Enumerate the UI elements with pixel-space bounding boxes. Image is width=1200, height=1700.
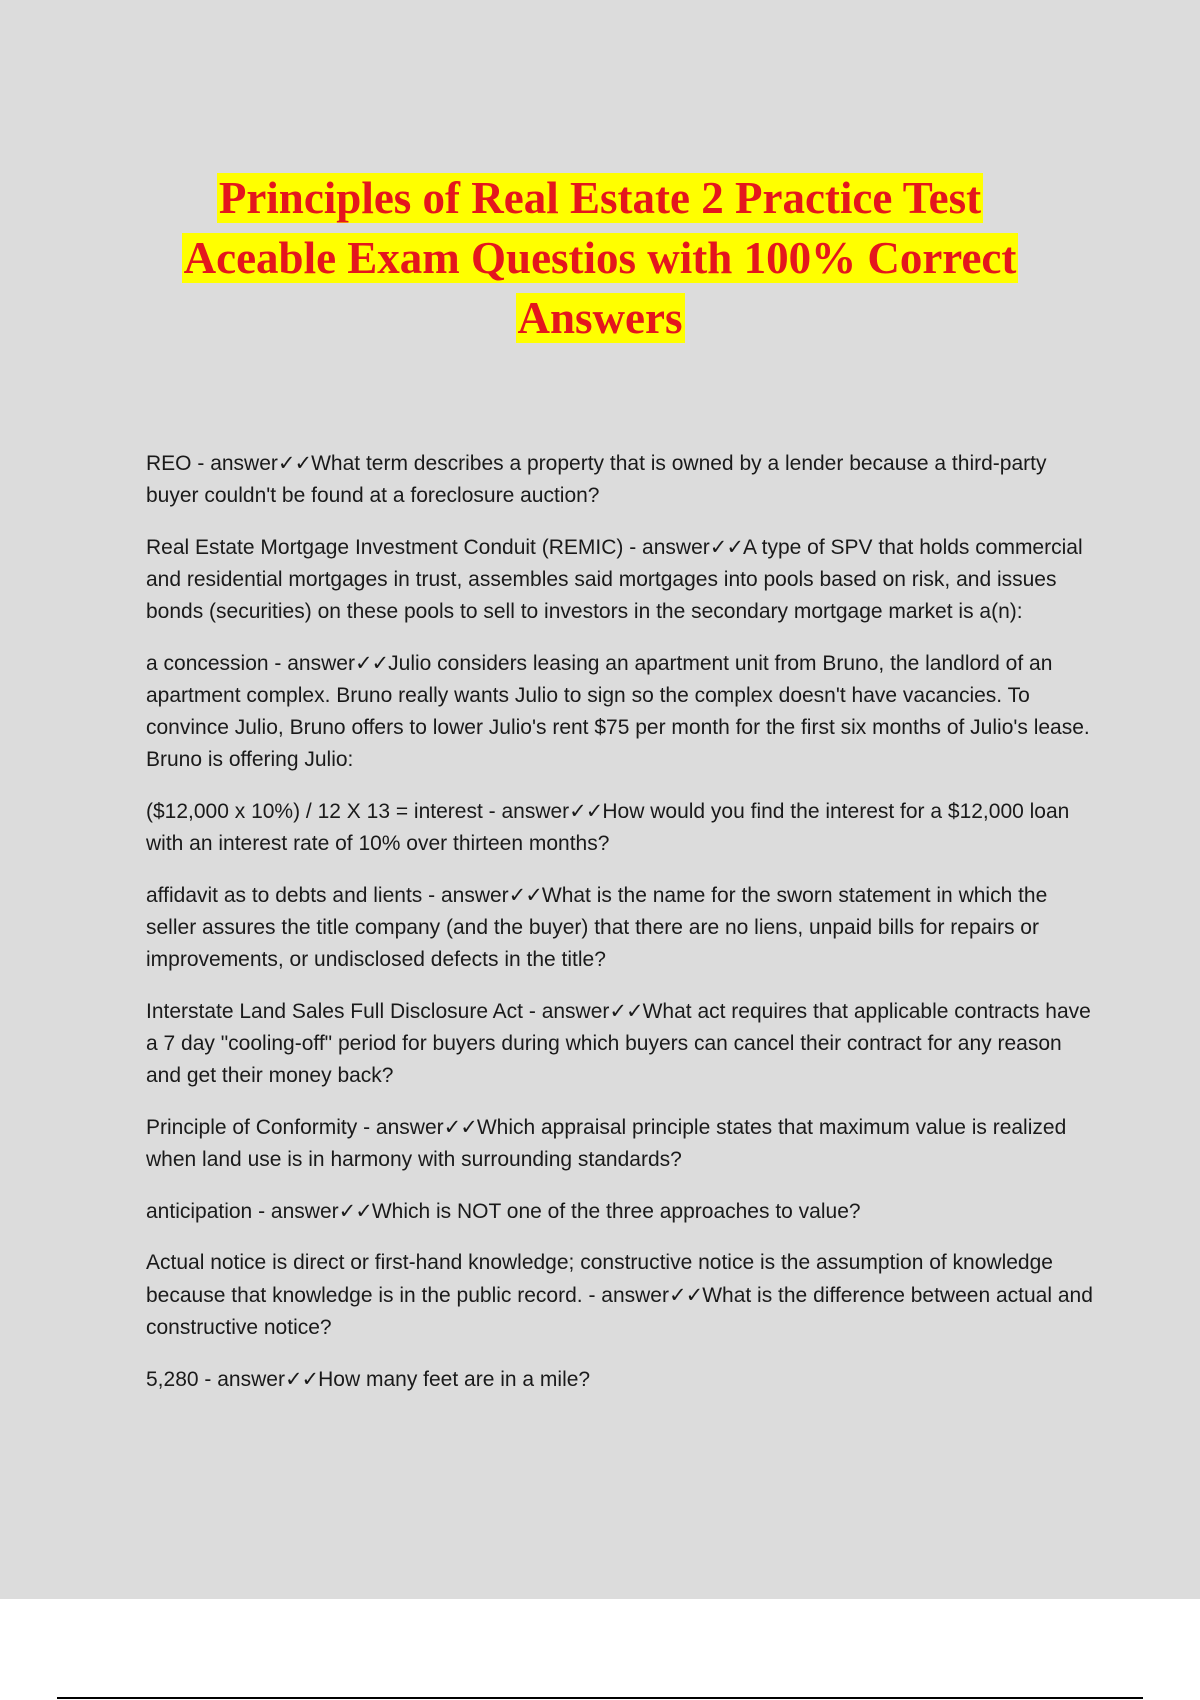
title-line: Aceable Exam Questios with 100% Correct	[183, 233, 1017, 283]
question-text: A type of SPV that holds commercial and residential mortgages in trust, assembles said mortgages into pools based on risk, and issues bonds (securities) on these pools to sell to investors in the secondary mortgage market is a(n):	[146, 536, 1083, 623]
separator: -	[191, 452, 211, 475]
answer-marker: answer	[375, 1116, 444, 1139]
answer-text: Real Estate Mortgage Investment Conduit (REMIC)	[146, 536, 624, 559]
title-line: Answers	[517, 293, 683, 343]
qa-item	[146, 1363, 1096, 1396]
question-text: What is the difference between actual and constructive notice?	[146, 1284, 1093, 1339]
qa-item	[146, 795, 1096, 860]
answer-marker: answer	[642, 536, 710, 559]
answer-marker: answer	[210, 452, 278, 475]
double-check-icon: ✓✓	[443, 1115, 477, 1139]
qa-item	[146, 879, 1096, 976]
answer-marker: answer	[217, 1368, 285, 1391]
answer-text: affidavit as to debts and lients	[146, 884, 423, 907]
qa-item	[146, 531, 1096, 628]
document-title	[100, 168, 1100, 348]
qa-item	[146, 1111, 1096, 1176]
qa-list	[146, 447, 1096, 1415]
double-check-icon: ✓✓	[609, 999, 643, 1023]
question-text: What act requires that applicable contracts have a 7 day "cooling-off" period for buyers during which buyers can cancel their contract for any reason and get their money back?	[146, 1000, 1091, 1087]
qa-item	[146, 1195, 1096, 1228]
separator: -	[482, 800, 502, 823]
question-text: Which appraisal principle states that maximum value is realized when land use is in harmony with surrounding standards?	[146, 1116, 1067, 1171]
answer-text: anticipation	[146, 1200, 253, 1223]
answer-text: Principle of Conformity	[146, 1116, 358, 1139]
double-check-icon: ✓✓	[338, 1199, 372, 1223]
answer-marker: answer	[440, 884, 509, 907]
qa-item	[146, 647, 1096, 776]
answer-marker: answer	[287, 652, 355, 675]
qa-item	[146, 995, 1096, 1092]
separator: -	[422, 884, 441, 907]
answer-text: 5,280	[146, 1368, 199, 1391]
question-text: What is the name for the sworn statement in which the seller assures the title company (and the buyer) that there are no liens, unpaid bills for repairs or improvements, or undisclosed defects in the title?	[146, 884, 1048, 971]
answer-marker: answer	[601, 1284, 669, 1307]
answer-text: REO	[146, 452, 192, 475]
answer-marker: answer	[501, 800, 570, 823]
separator: -	[523, 1000, 542, 1023]
double-check-icon: ✓✓	[508, 883, 542, 907]
separator: -	[582, 1284, 602, 1307]
separator: -	[252, 1200, 271, 1223]
footer-rule	[57, 1697, 1143, 1699]
qa-item	[146, 447, 1096, 512]
answer-text: ($12,000 x 10%) / 12 X 13 = interest	[146, 800, 483, 823]
double-check-icon: ✓✓	[709, 535, 743, 559]
question-text: How would you find the interest for a $12,000 loan with an interest rate of 10% over thirteen months?	[146, 800, 1070, 855]
qa-item	[146, 1247, 1096, 1344]
answer-text: Interstate Land Sales Full Disclosure Act	[146, 1000, 524, 1023]
question-text: Julio considers leasing an apartment unit from Bruno, the landlord of an apartment complex. Bruno really wants Julio to sign so the complex doesn't have vacancies. To convince Julio, Bruno offers to lower Julio's rent $75 per month for the first six months of Julio's lease. Bruno is offering Julio:	[146, 652, 1090, 771]
double-check-icon: ✓✓	[277, 451, 312, 475]
separator: -	[357, 1116, 376, 1139]
double-check-icon: ✓✓	[668, 1283, 703, 1307]
question-text: Which is NOT one of the three approaches to value?	[371, 1200, 861, 1223]
double-check-icon: ✓✓	[354, 651, 389, 675]
separator: -	[198, 1368, 218, 1391]
answer-text: a concession	[146, 652, 269, 675]
answer-marker: answer	[270, 1200, 339, 1223]
question-text: What term describes a property that is owned by a lender because a third-party buyer couldn't be found at a foreclosure auction?	[146, 452, 1047, 507]
separator: -	[623, 536, 643, 559]
separator: -	[268, 652, 288, 675]
question-text: How many feet are in a mile?	[318, 1368, 591, 1391]
title-line: Principles of Real Estate 2 Practice Test	[218, 173, 982, 223]
answer-text: Actual notice is direct or first-hand knowledge; constructive notice is the assumption of knowledge because that knowledge is in the public record.	[146, 1251, 1053, 1307]
double-check-icon: ✓✓	[569, 799, 603, 823]
double-check-icon: ✓✓	[284, 1367, 319, 1391]
answer-marker: answer	[541, 1000, 610, 1023]
